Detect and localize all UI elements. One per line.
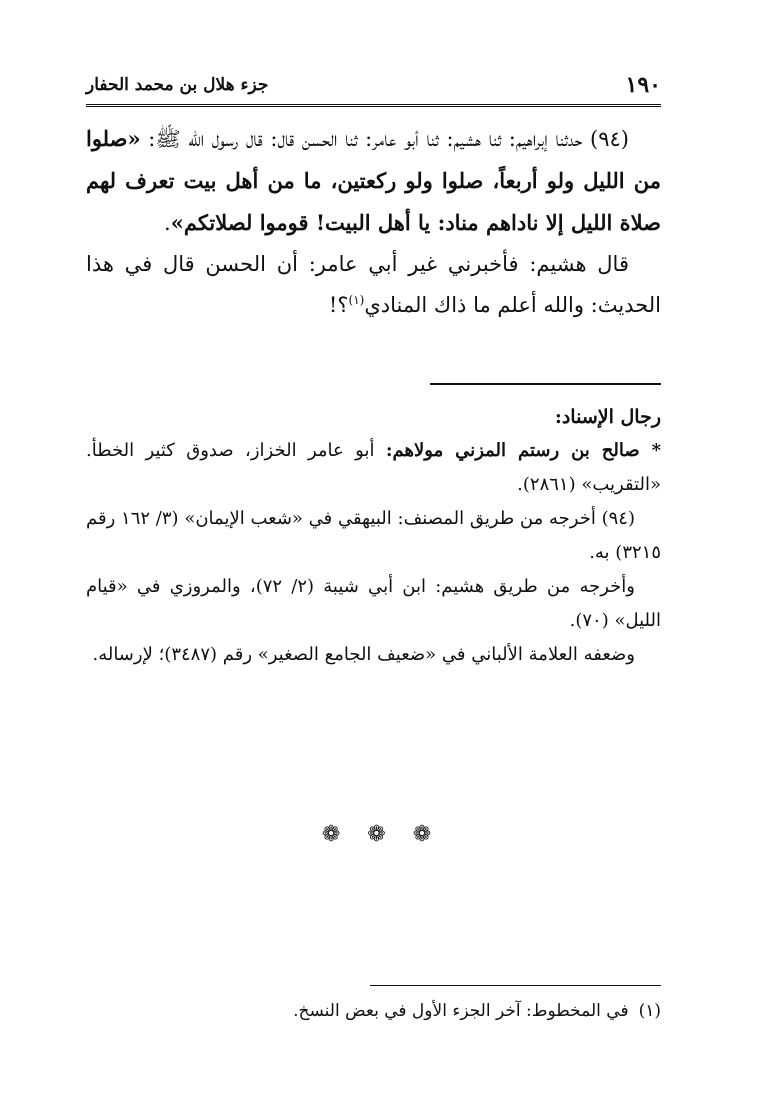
takhrij-note-2: وأخرجه من طريق هشيم: ابن أبي شيبة (٢/ ٧٢)، والمروزي في «قيام الليل» (٧٠). (86, 576, 661, 631)
narrator-note (86, 434, 661, 502)
header-rule (86, 104, 661, 107)
hadith-text (86, 118, 661, 326)
narrator-grading: أبو عامر الخزاز، صدوق كثير الخطأ. «التقريب» (٢٨٦١). (86, 440, 661, 495)
takhrij-note-1: (٩٤) أخرجه من طريق المصنف: البيهقي في «شعب الإيمان» (٣/ ١٦٢ رقم ٣٢١٥) به. (86, 508, 661, 563)
section-separator: ❁ ❁ ❁ (321, 822, 442, 847)
footnote-marker: (١) (638, 1001, 661, 1021)
hadith-chain: (٩٤) حدثنا إبراهيم: ثنا هشيم: ثنا أبو عامر: ثنا الحسن قال: قال رسول الله ﷺ: (140, 127, 629, 151)
hisham-end: ؟! (328, 293, 349, 317)
running-title: جزء هلال بن محمد الحفار (86, 75, 269, 95)
takhrij-note-3: وضعفه العلامة الألباني في «ضعيف الجامع الصغير» رقم (٣٤٨٧)؛ لإرساله. (92, 644, 635, 665)
section-rule (430, 383, 661, 385)
footnote-text: في المخطوط: آخر الجزء الأول في بعض النسخ. (293, 1001, 629, 1021)
page-header (86, 68, 661, 102)
notes-heading: رجال الإسناد: (554, 406, 661, 428)
notes-section (86, 400, 661, 672)
hisham-paragraph (86, 244, 661, 326)
hadith-paragraph (86, 118, 661, 244)
narrator-name: * صالح بن رستم المزني مولاهم: (385, 440, 661, 461)
hisham-text: قال هشيم: فأخبرني غير أبي عامر: أن الحسن قال في هذا الحديث: والله أعلم ما ذاك المنادي (86, 252, 661, 317)
hadith-end: . (164, 211, 171, 235)
footnote (86, 996, 661, 1026)
footnote-rule (370, 985, 661, 986)
hadith-quote: «صلوا من الليل ولو أربعاً، صلوا ولو ركعتين، ما من أهل بيت تعرف لهم صلاة الليل إلا ناداهم مناد: يا أهل البيت! قوموا لصلاتكم» (86, 126, 661, 235)
footnote-ref: (١) (348, 293, 365, 307)
page-number: ١٩٠ (625, 72, 661, 98)
